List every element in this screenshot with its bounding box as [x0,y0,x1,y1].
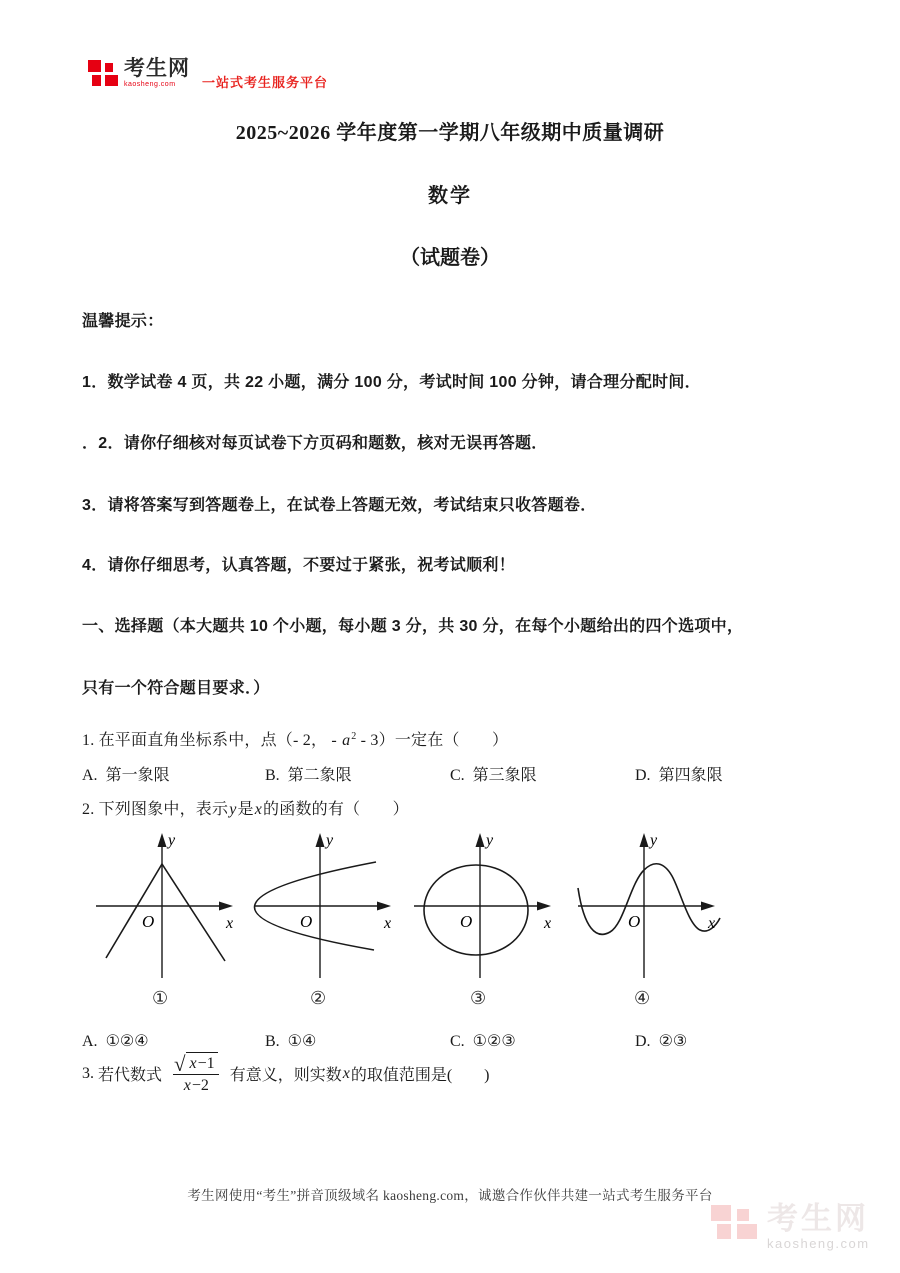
x-axis-arrow [537,902,551,911]
graph-1-curve [106,864,225,961]
y-axis-arrow [158,833,167,847]
kaosheng-watermark-icon [711,1202,759,1254]
y-axis-label: y [486,832,494,849]
origin-label: O [142,912,155,931]
graph-2-svg [250,828,400,986]
question-2: 2. 下列图象中，表示y是x的函数的有（ ） [82,801,409,818]
footer-text: 考生网使用“考生”拼音顶级域名 kaosheng.com，诚邀合作伙伴共建一站式考生服务平台 [187,1188,713,1203]
option-b: B. 第二象限 [265,767,352,784]
graph-label-3: ③ [470,988,487,1008]
option-a: A. 第一象限 [82,767,170,784]
y-axis-label: y [168,832,176,849]
x-axis-arrow [377,902,391,911]
function-graph-1 [92,828,242,986]
brand-domain: kaosheng.com [124,81,176,88]
notice-heading: 温馨提示： [82,313,164,330]
origin-label: O [460,912,473,931]
var-x: x [254,801,263,818]
origin-label: O [300,912,313,931]
question-1 [82,727,862,750]
graph-1-axes [96,842,222,978]
option-c: C. 第三象限 [450,767,537,784]
function-graph-4 [574,828,724,986]
var-y: y [229,801,237,818]
fraction [170,1052,222,1096]
graph-3-curve [424,865,528,955]
origin-label: O [628,912,641,931]
graph-4-axes [578,842,704,978]
x-axis-label: x [708,915,716,932]
y-axis-arrow [476,833,485,847]
y-axis-label: y [650,832,658,849]
option-c: C. ①②③ [450,1033,516,1050]
function-graph-3 [410,828,560,986]
paper-type-label: （试题卷） [400,247,500,269]
graph-label-2: ② [310,988,327,1008]
x-axis-arrow [701,902,715,911]
subject-title: 数学 [428,185,472,207]
y-axis-arrow [640,833,649,847]
graph-3-svg [410,828,560,986]
notice-item: 3．请将答案写到答题卷上，在试卷上答题无效，考试结束只收答题卷． [82,497,597,514]
option-b: B. ①④ [265,1033,317,1050]
watermark [711,1202,870,1254]
y-axis-arrow [316,833,325,847]
brand-tagline: 一站式考生服务平台 [202,75,329,90]
question-1-text-after: - 3）一定在（ ） [356,732,509,749]
notice-item: 1．数学试卷 4 页，共 22 小题，满分 100 分，考试时间 100 分钟，请合理分配时间． [82,374,701,391]
question-3: 3. 若代数式 √ x−1 x−2 有意义，则实数 x 的取值范围是( ) [82,1052,490,1095]
x-axis-arrow [219,902,233,911]
section-header-line2: 只有一个符合题目要求．） [82,680,270,697]
fraction-numerator: √ x−1 [170,1052,222,1074]
brand-name: 考生网 [124,57,190,80]
option-d: D. 第四象限 [635,767,723,784]
graph-2-axes [254,842,380,978]
option-d: D. ②③ [635,1033,688,1050]
section-header-line1: 一、选择题（本大题共 10 个小题，每小题 3 分，共 30 分，在每个小题给出的四个选项中， [82,618,744,635]
y-axis-label: y [326,832,334,849]
var-x: x [342,1064,350,1082]
graph-4-curve [578,864,720,935]
radical-sign: √ [174,1052,186,1077]
question-2-number: 2. [82,801,95,818]
notice-item: ．2．请你仔细核对每页试卷下方页码和题数，核对无误再答题． [82,435,548,452]
brand-logo [88,58,328,92]
graph-4-svg [574,828,724,986]
question-2-options [0,1031,900,1053]
page-title: 2025~2026 学年度第一学期八年级期中质量调研 [235,122,665,144]
question-1-text: 在平面直角坐标系中，点（- 2， - [98,732,342,749]
function-graph-2 [250,828,400,986]
var-a: a [342,732,351,749]
question-1-number: 1. [82,732,95,749]
question-3-number: 3. [82,1064,94,1082]
x-axis-label: x [544,915,552,932]
graph-label-1: ① [152,988,169,1008]
graph-label-4: ④ [634,988,651,1008]
kaosheng-logo-icon [88,58,119,92]
x-axis-label: x [226,915,234,932]
notice-item: 4．请你仔细思考，认真答题，不要过于紧张，祝考试顺利！ [82,557,515,574]
exponent: 2 [351,731,357,742]
graph-1-svg [92,828,242,986]
fraction-denominator: x−2 [173,1074,219,1095]
graph-3-axes [414,842,540,978]
watermark-domain: kaosheng.com [767,1236,870,1251]
option-a: A. ①②④ [82,1033,149,1050]
x-axis-label: x [384,915,392,932]
watermark-brand: 考生网 [767,1201,869,1236]
question-1-options [0,762,900,784]
